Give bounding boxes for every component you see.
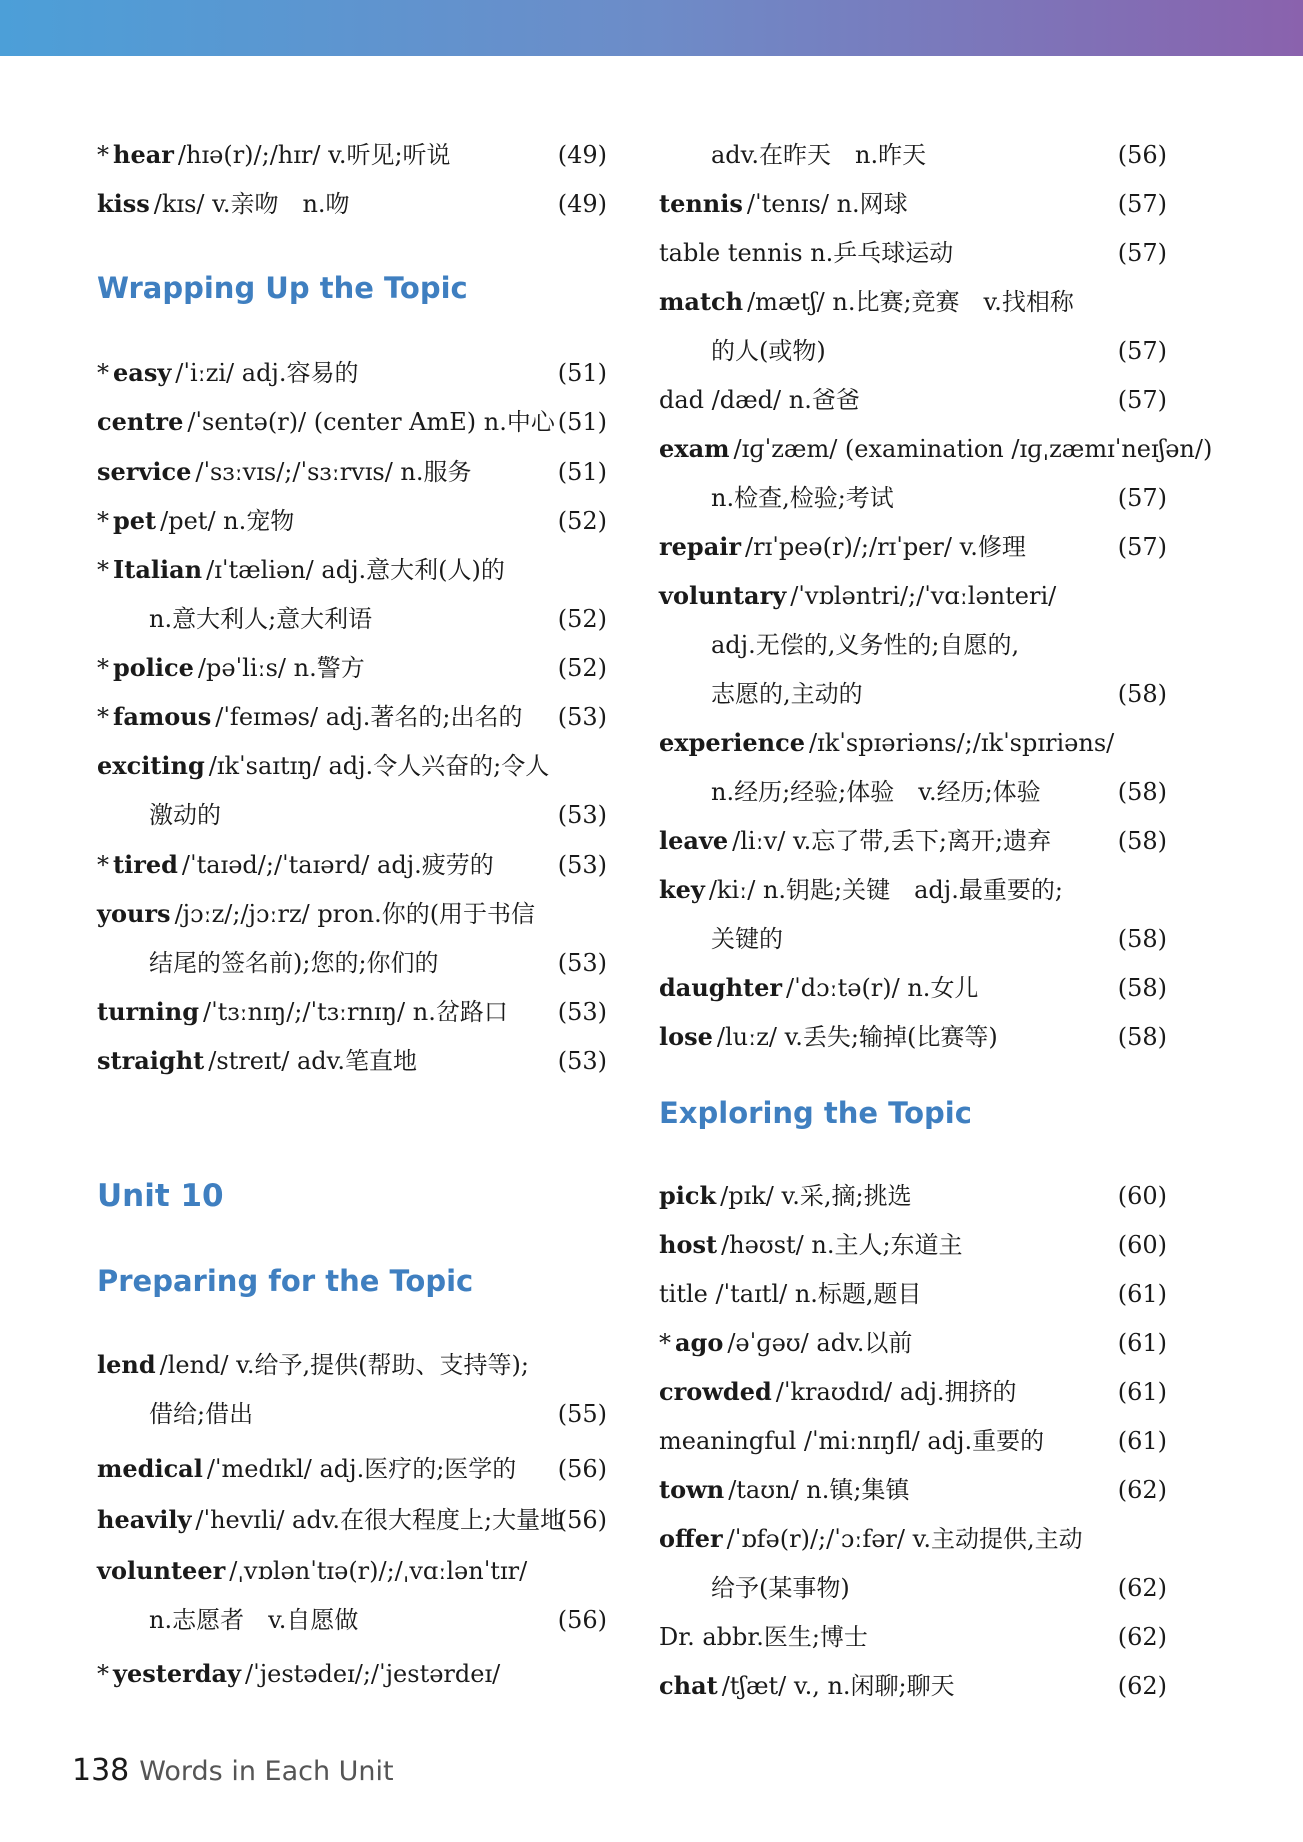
headword: voluntary — [659, 581, 787, 610]
headword: exciting — [97, 751, 205, 780]
definition: /streɪt/ adv.笔直地 — [208, 1047, 418, 1075]
page-reference: (53) — [557, 949, 607, 977]
vocab-entry — [659, 725, 1167, 806]
page-reference: (51) — [557, 359, 607, 387]
definition-continuation: 激动的 — [149, 801, 221, 829]
headword: police — [113, 653, 194, 682]
vocab-entry — [97, 552, 607, 633]
page-reference: (62) — [1117, 1623, 1167, 1651]
definition: /ˈjestədeɪ/;/ˈjestərdeɪ/ — [245, 1660, 501, 1688]
definition: /kɪs/ v.亲吻 n.吻 — [153, 190, 350, 218]
section-heading: Preparing for the Topic — [97, 1264, 474, 1298]
vocab-entry — [97, 1347, 607, 1428]
definition: /lend/ v.给予,提供(帮助、支持等); — [159, 1351, 529, 1379]
page-reference: (52) — [557, 605, 607, 633]
definition: /ˈfeɪməs/ adj.著名的;出名的 — [215, 703, 523, 731]
definition: /ɪɡˈzæm/ (examination /ɪɡˌzæmɪˈneɪʃən/) — [733, 435, 1213, 463]
definition: /ˈiːzi/ adj.容易的 — [175, 359, 359, 387]
vocab-entry — [97, 503, 607, 539]
vocab-entry — [97, 847, 607, 883]
vocab-entry — [659, 1423, 1167, 1459]
definition: /ˈmedɪkl/ adj.医疗的;医学的 — [206, 1455, 517, 1483]
vocab-entry — [97, 896, 607, 977]
page-reference: (61) — [1117, 1329, 1167, 1357]
vocab-entry — [659, 431, 1213, 512]
page-reference: (56) — [1117, 141, 1167, 169]
definition: /ˈtenɪs/ n.网球 — [746, 190, 908, 218]
headword: lend — [97, 1350, 156, 1379]
headword: pick — [659, 1181, 717, 1210]
star-marker: * — [97, 851, 109, 879]
vocab-entry — [659, 1668, 1167, 1704]
definition: Dr. abbr.医生;博士 — [659, 1623, 868, 1651]
vocab-entry — [659, 1227, 1167, 1263]
star-marker: * — [97, 507, 109, 535]
definition: /ˈvɒləntri/;/ˈvɑːlənteri/ — [790, 582, 1057, 610]
vocab-entry — [97, 355, 607, 391]
star-marker: * — [659, 1329, 671, 1357]
vocab-entry — [659, 578, 1167, 708]
page-reference: (58) — [1117, 925, 1167, 953]
page-reference: (53) — [557, 1047, 607, 1075]
page-reference: (55) — [557, 1400, 607, 1428]
headword: repair — [659, 532, 742, 561]
page-reference: (58) — [1117, 778, 1167, 806]
page-footer — [72, 1753, 394, 1793]
vocab-entry — [97, 137, 607, 173]
definition: dad /dæd/ n.爸爸 — [659, 386, 860, 414]
definition-continuation: n.经历;经验;体验 v.经历;体验 — [711, 778, 1041, 806]
definition-continuation: 结尾的签名前);您的;你们的 — [149, 949, 439, 977]
star-marker: * — [97, 1660, 109, 1688]
vocab-entry — [659, 1619, 1167, 1655]
definition: /ˈtɜːnɪŋ/;/ˈtɜːrnɪŋ/ n.岔路口 — [202, 998, 508, 1026]
page-reference: (49) — [557, 190, 607, 218]
headword: exam — [659, 434, 730, 463]
page-number: 138 — [72, 1753, 130, 1788]
definition: /ɪˈtæliən/ adj.意大利(人)的 — [206, 556, 505, 584]
definition: /ˈtaɪəd/;/ˈtaɪərd/ adj.疲劳的 — [181, 851, 494, 879]
definition: /hɪə(r)/;/hɪr/ v.听见;听说 — [177, 141, 451, 169]
page-reference: (57) — [1117, 190, 1167, 218]
definition-continuation: 借给;借出 — [149, 1400, 254, 1428]
headword: offer — [659, 1524, 723, 1553]
definition: adv.在昨天 n.昨天 — [711, 141, 927, 169]
page-reference: (57) — [1117, 239, 1167, 267]
definition: /pet/ n.宠物 — [160, 507, 295, 535]
page-reference: (56) — [557, 1455, 607, 1483]
headword: straight — [97, 1046, 205, 1075]
page-reference: (58) — [1117, 680, 1167, 708]
page-reference: (57) — [1117, 337, 1167, 365]
vocab-entry — [97, 186, 607, 222]
page-reference: (52) — [557, 654, 607, 682]
headword: tired — [113, 850, 178, 879]
star-marker: * — [97, 703, 109, 731]
page-reference: (57) — [1117, 533, 1167, 561]
page-reference: (51) — [557, 408, 607, 436]
page-reference: (49) — [557, 141, 607, 169]
star-marker: * — [97, 654, 109, 682]
page-reference: (57) — [1117, 386, 1167, 414]
vocab-entry — [659, 1325, 1167, 1361]
vocab-entry — [97, 699, 607, 735]
top-gradient-bar — [0, 0, 1303, 56]
headword: key — [659, 875, 705, 904]
page-reference: (58) — [1117, 1023, 1167, 1051]
definition-continuation: 的人(或物) — [711, 337, 826, 365]
headword: famous — [113, 702, 212, 731]
vocab-entry — [97, 454, 607, 490]
headword: town — [659, 1475, 725, 1504]
vocab-entry — [659, 1521, 1167, 1602]
vocab-entry — [659, 235, 1167, 271]
headword: match — [659, 287, 744, 316]
definition: /ˈsentə(r)/ (center AmE) n.中心 — [187, 408, 555, 436]
page-reference: (62) — [1117, 1672, 1167, 1700]
headword: yesterday — [113, 1659, 242, 1688]
page-reference: (61) — [1117, 1378, 1167, 1406]
vocab-entry — [97, 650, 607, 686]
headword: kiss — [97, 189, 150, 218]
definition-continuation: 给予(某事物) — [711, 1574, 850, 1602]
definition: /luːz/ v.丢失;输掉(比赛等) — [716, 1023, 998, 1051]
headword: Italian — [113, 555, 203, 584]
headword: yours — [97, 899, 171, 928]
page-reference: (57) — [1117, 484, 1167, 512]
definition: /həʊst/ n.主人;东道主 — [721, 1231, 963, 1259]
headword: service — [97, 457, 192, 486]
definition-continuation: n.志愿者 v.自愿做 — [149, 1606, 359, 1634]
headword: volunteer — [97, 1556, 226, 1585]
definition: /pɪk/ v.采,摘;挑选 — [720, 1182, 912, 1210]
headword: leave — [659, 826, 729, 855]
unit-heading: Unit 10 — [97, 1178, 224, 1214]
star-marker: * — [97, 141, 109, 169]
headword: experience — [659, 728, 805, 757]
vocab-entry — [659, 872, 1167, 953]
page-reference: (53) — [557, 801, 607, 829]
page-reference: (62) — [1117, 1574, 1167, 1602]
vocab-entry — [659, 284, 1167, 365]
vocab-entry — [97, 1502, 607, 1538]
vocab-entry — [659, 1374, 1167, 1410]
vocab-entry — [659, 137, 1167, 173]
definition: /tʃæt/ v., n.闲聊;聊天 — [721, 1672, 955, 1700]
headword: lose — [659, 1022, 713, 1051]
headword: daughter — [659, 973, 783, 1002]
definition: /ˈhevɪli/ adv.在很大程度上;大量地 — [195, 1506, 565, 1534]
headword: hear — [113, 140, 174, 169]
section-heading: Exploring the Topic — [659, 1096, 972, 1130]
definition-continuation: 关键的 — [711, 925, 783, 953]
definition: /kiː/ n.钥匙;关键 adj.最重要的; — [708, 876, 1063, 904]
headword: crowded — [659, 1377, 772, 1406]
definition: /pəˈliːs/ n.警方 — [197, 654, 365, 682]
definition: /əˈɡəʊ/ adv.以前 — [727, 1329, 913, 1357]
vocab-entry — [97, 1451, 607, 1487]
headword: easy — [113, 358, 172, 387]
definition: /rɪˈpeə(r)/;/rɪˈper/ v.修理 — [745, 533, 1026, 561]
definition: /ˈsɜːvɪs/;/ˈsɜːrvɪs/ n.服务 — [195, 458, 472, 486]
section-title: Words in Each Unit — [139, 1756, 394, 1787]
vocab-entry — [659, 382, 1167, 418]
definition: /ɪkˈspɪəriəns/;/ɪkˈspɪriəns/ — [809, 729, 1115, 757]
star-marker: * — [97, 359, 109, 387]
definition: /ɪkˈsaɪtɪŋ/ adj.令人兴奋的;令人 — [208, 752, 550, 780]
page-reference: (60) — [1117, 1182, 1167, 1210]
vocab-entry — [97, 1043, 607, 1079]
headword: turning — [97, 997, 199, 1026]
vocab-entry — [97, 1553, 607, 1634]
vocab-entry — [659, 186, 1167, 222]
headword: ago — [675, 1328, 724, 1357]
definition: title /ˈtaɪtl/ n.标题,题目 — [659, 1280, 922, 1308]
definition: /taʊn/ n.镇;集镇 — [728, 1476, 910, 1504]
definition: /ˈdɔːtə(r)/ n.女儿 — [786, 974, 979, 1002]
definition: meaningful /ˈmiːnɪŋfl/ adj.重要的 — [659, 1427, 1045, 1455]
definition: /liːv/ v.忘了带,丢下;离开;遗弃 — [732, 827, 1052, 855]
vocab-entry — [97, 1656, 607, 1692]
vocab-entry — [659, 1019, 1167, 1055]
vocab-entry — [97, 404, 607, 440]
headword: chat — [659, 1671, 718, 1700]
definition: /ˌvɒlənˈtɪə(r)/;/ˌvɑːlənˈtɪr/ — [229, 1557, 528, 1585]
page-reference: (56) — [557, 1506, 607, 1534]
definition-continuation: 志愿的,主动的 — [711, 680, 863, 708]
definition-continuation: n.意大利人;意大利语 — [149, 605, 373, 633]
page-reference: (62) — [1117, 1476, 1167, 1504]
definition: /ˈkraʊdɪd/ adj.拥挤的 — [775, 1378, 1017, 1406]
page-reference: (58) — [1117, 827, 1167, 855]
definition: /mætʃ/ n.比赛;竞赛 v.找相称 — [747, 288, 1074, 316]
headword: tennis — [659, 189, 743, 218]
vocab-entry — [659, 529, 1167, 565]
vocab-entry — [659, 970, 1167, 1006]
definition: table tennis n.乒乓球运动 — [659, 239, 954, 267]
page-reference: (52) — [557, 507, 607, 535]
headword: medical — [97, 1454, 203, 1483]
section-heading: Wrapping Up the Topic — [97, 271, 468, 305]
page-reference: (53) — [557, 998, 607, 1026]
definition-continuation: adj.无偿的,义务性的;自愿的, — [711, 631, 1020, 659]
vocab-entry — [659, 823, 1167, 859]
page-reference: (61) — [1117, 1427, 1167, 1455]
vocab-entry — [659, 1276, 1167, 1312]
headword: heavily — [97, 1505, 192, 1534]
vocab-entry — [97, 994, 607, 1030]
definition-continuation: n.检查,检验;考试 — [711, 484, 894, 512]
page-reference: (60) — [1117, 1231, 1167, 1259]
star-marker: * — [97, 556, 109, 584]
headword: pet — [113, 506, 157, 535]
vocab-entry — [659, 1472, 1167, 1508]
vocab-entry — [659, 1178, 1167, 1214]
definition: /ˈɒfə(r)/;/ˈɔːfər/ v.主动提供,主动 — [726, 1525, 1083, 1553]
page-reference: (53) — [557, 851, 607, 879]
page-reference: (51) — [557, 458, 607, 486]
page-reference: (58) — [1117, 974, 1167, 1002]
page-reference: (53) — [557, 703, 607, 731]
page-reference: (56) — [557, 1606, 607, 1634]
headword: host — [659, 1230, 718, 1259]
headword: centre — [97, 407, 184, 436]
vocab-entry — [97, 748, 607, 829]
definition: /jɔːz/;/jɔːrz/ pron.你的(用于书信 — [174, 900, 536, 928]
page-reference: (61) — [1117, 1280, 1167, 1308]
